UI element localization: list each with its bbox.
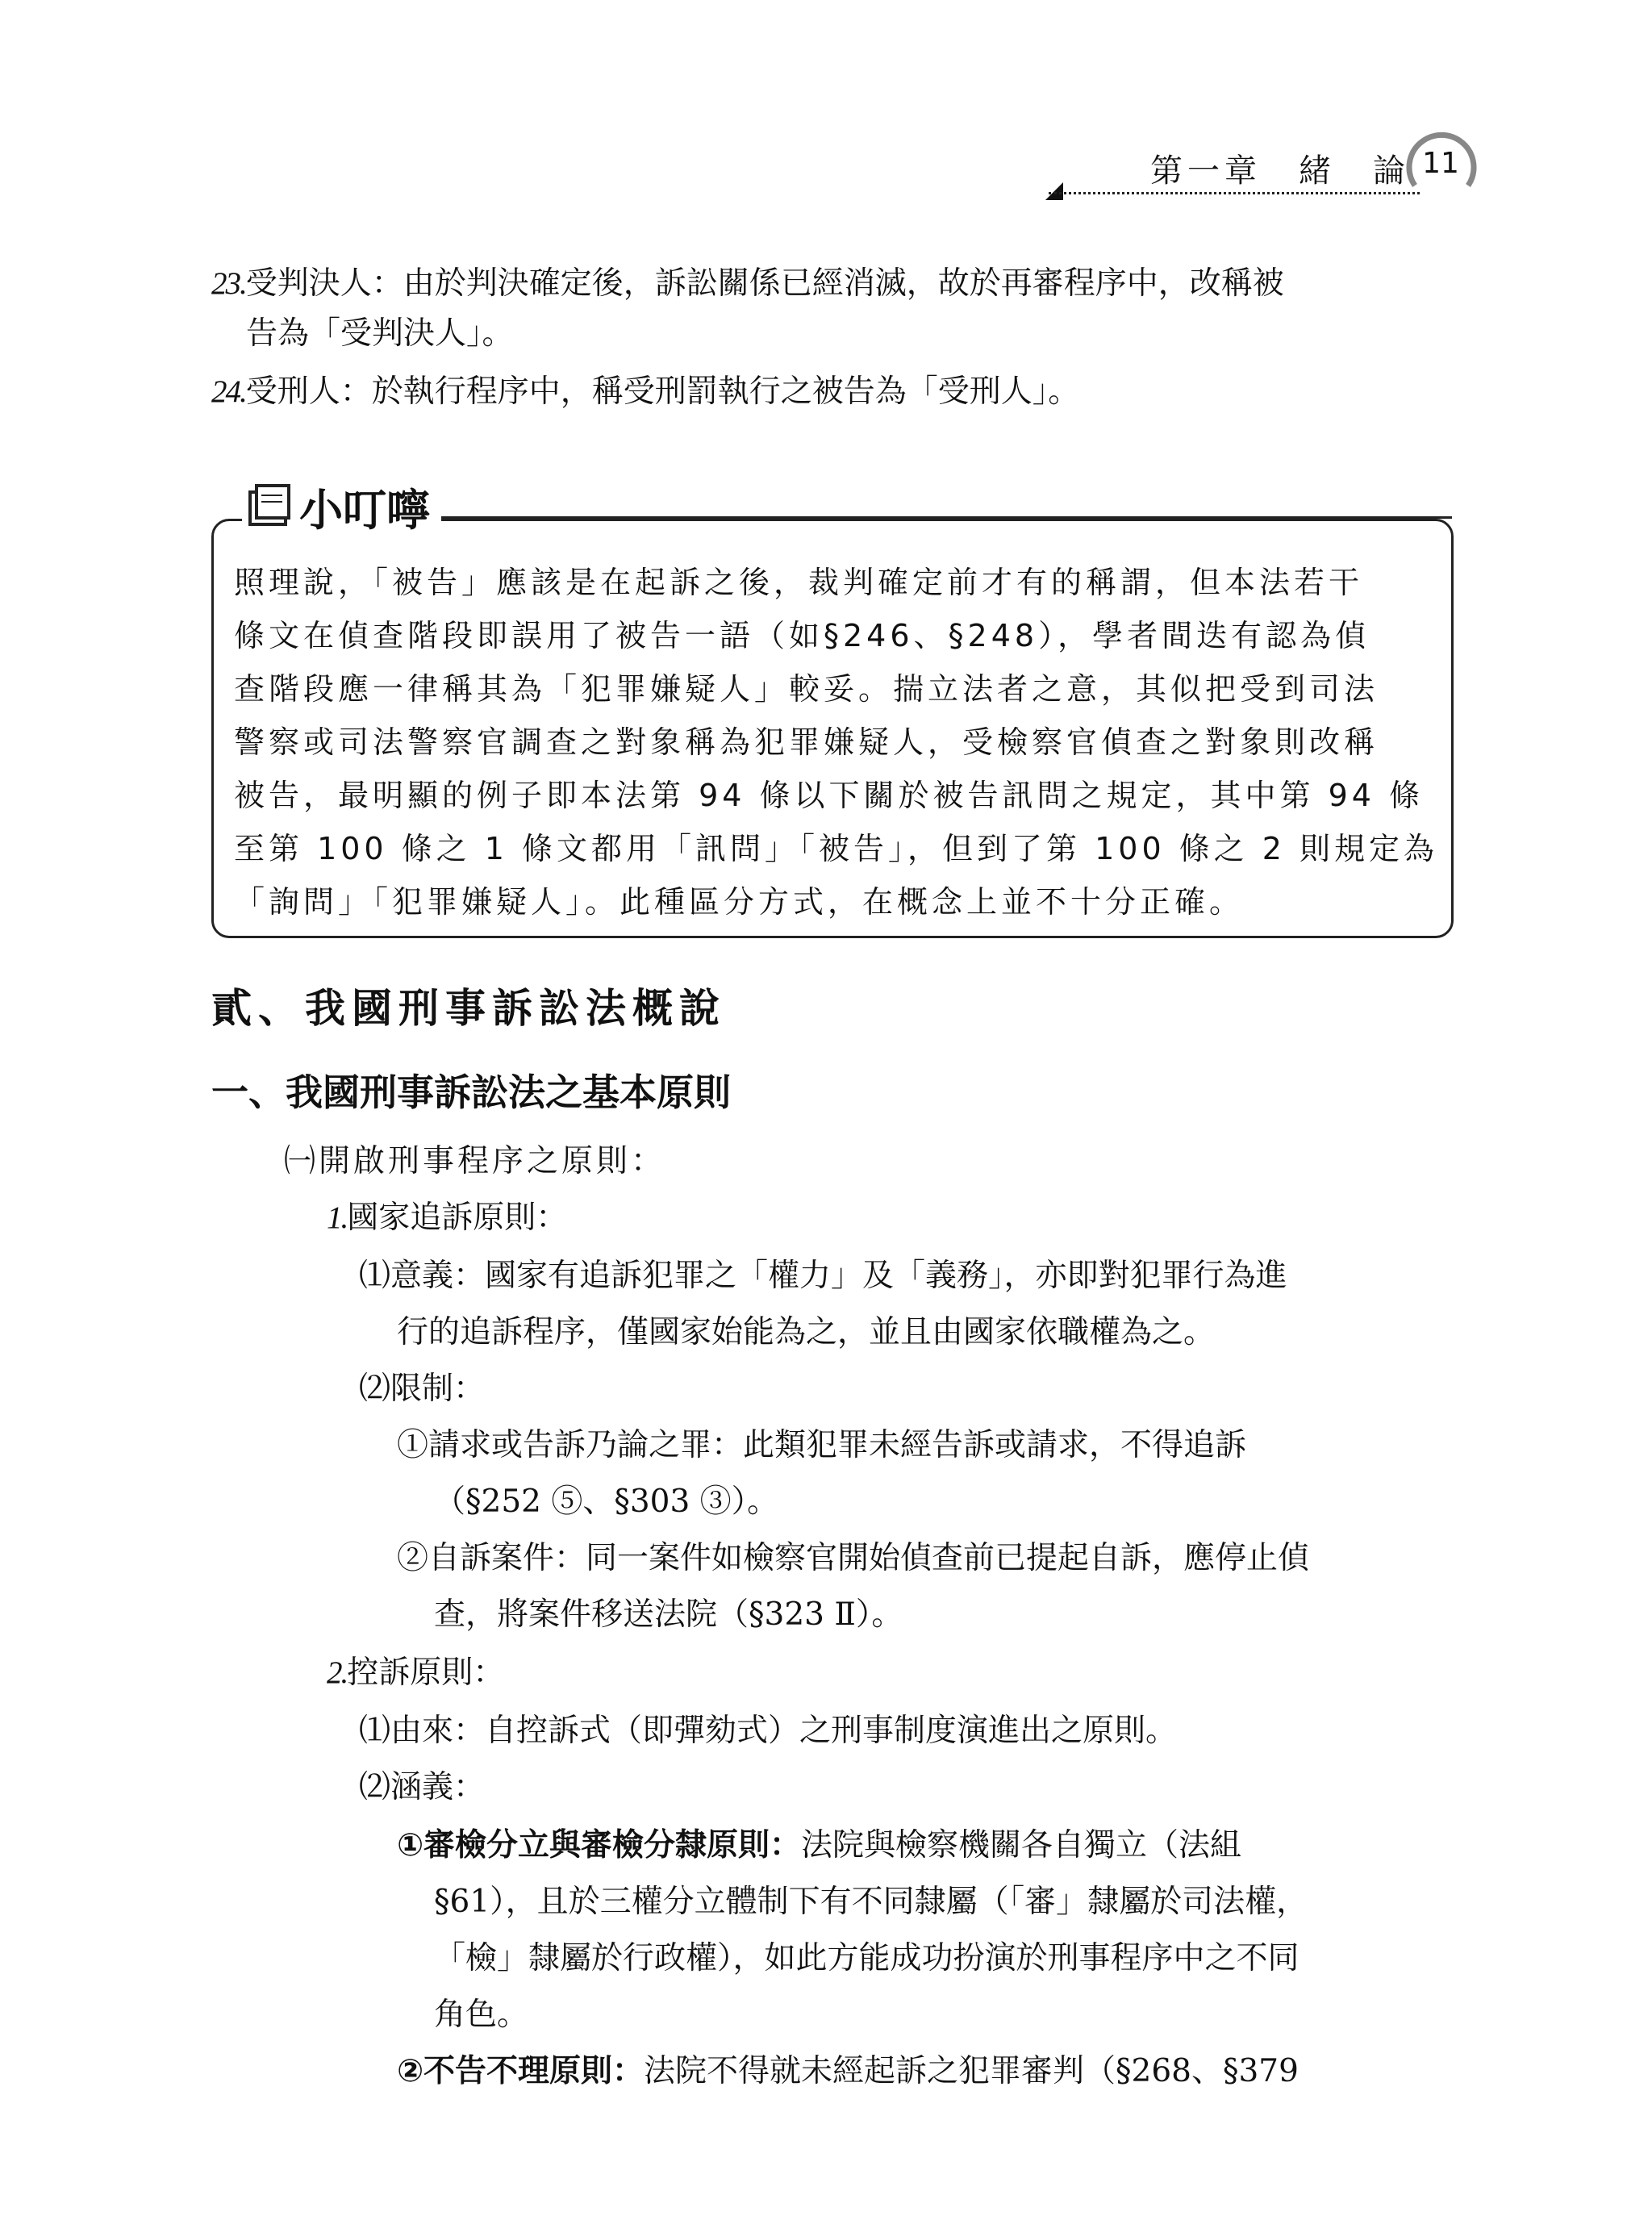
callout-header [242, 476, 441, 540]
callout-line: 查階段應一律稱其為「犯罪嫌疑人」較妥。揣立法者之意，其似把受到司法 [234, 671, 1379, 707]
definition-24 [211, 368, 1079, 416]
header-corner-mark [1045, 182, 1063, 200]
callout-title-rule [436, 516, 1452, 519]
principle-2-meaning: ⑵涵義： [359, 1769, 486, 1805]
principle-title: 國家追訴原則： [347, 1200, 568, 1236]
meaning-2-term: ②不告不理原則： [397, 2053, 645, 2089]
limit-1-continued: （§252 ⑤、§303 ③）。 [434, 1484, 779, 1520]
meaning-1-text: 法院與檢察機關各自獨立（法組 [801, 1827, 1242, 1863]
meaning-1-continued: 角色。 [434, 1997, 529, 2033]
meaning-1 [397, 1822, 1241, 1870]
limit-1: ①請求或告訴乃論之罪：此類犯罪未經告訴或請求，不得追訴 [397, 1427, 1247, 1463]
principle-1-meaning: ⑴意義：國家有追訴犯罪之「權力」及「義務」，亦即對犯罪行為進 [359, 1258, 1287, 1294]
principle-2-origin: ⑴由來：自控訴式（即彈劾式）之刑事制度演進出之原則。 [359, 1713, 1178, 1749]
callout-line: 被告，最明顯的例子即本法第 94 條以下關於被告訊問之規定，其中第 94 條 [234, 778, 1425, 813]
meaning-2-text: 法院不得就未經起訴之犯罪審判（§268、§379 [644, 2053, 1299, 2089]
definition-text: 受判決人：由於判決確定後，訴訟關係已經消滅，故於再審程序中，改稱被 [245, 265, 1284, 302]
principle-2-title [327, 1649, 504, 1697]
definition-number: 24. [211, 374, 246, 409]
limit-2-continued: 查，將案件移送法院（§323 Ⅱ）。 [434, 1596, 903, 1633]
limit-2: ②自訴案件：同一案件如檢察官開始偵查前已提起自訴，應停止偵 [397, 1540, 1310, 1576]
meaning-1-term: ①審檢分立與審檢分隸原則： [397, 1827, 802, 1863]
meaning-1-continued: §61），且於三權分立體制下有不同隸屬（「審」隸屬於司法權， [434, 1884, 1308, 1920]
principle-1-limits: ⑵限制： [359, 1371, 486, 1407]
page-number-badge [1404, 129, 1478, 203]
page-number: 11 [1422, 147, 1459, 180]
callout-line: 警察或司法警察官調查之對象稱為犯罪嫌疑人，受檢察官偵查之對象則改稱 [234, 724, 1379, 760]
principle-number: 2. [327, 1655, 348, 1690]
header-dotted-rule [1049, 192, 1420, 194]
callout-line: 至第 100 條之 1 條文都用「訊問」「被告」，但到了第 100 條之 2 則規定為 [234, 831, 1439, 866]
principle-1-meaning-continued: 行的追訴程序，僅國家始能為之，並且由國家依職權為之。 [397, 1314, 1216, 1350]
subsection-heading: 一、我國刑事訴訟法之基本原則 [211, 1071, 731, 1114]
principle-number: 1. [327, 1200, 348, 1235]
meaning-2 [397, 2047, 1299, 2096]
principle-1-title [327, 1194, 567, 1242]
running-head: 第一章 緒 論 [1150, 152, 1410, 190]
definition-text: 受刑人：於執行程序中，稱受刑罰執行之被告為「受刑人」。 [245, 374, 1080, 410]
definition-23-continued: 告為「受判決人」。 [246, 315, 514, 352]
definition-23 [211, 260, 1284, 308]
meaning-1-continued: 「檢」隸屬於行政權），如此方能成功扮演於刑事程序中之不同 [434, 1940, 1299, 1976]
definition-number: 23. [211, 266, 246, 301]
section-heading: 貳、我國刑事訴訟法概說 [211, 984, 726, 1032]
notebook-icon [245, 482, 295, 532]
callout-title: 小叮嚀 [299, 484, 431, 536]
item-label: ㈠開啟刑事程序之原則： [284, 1143, 666, 1179]
callout-line: 「詢問」「犯罪嫌疑人」。此種區分方式，在概念上並不十分正確。 [234, 884, 1245, 920]
principle-title: 控訴原則： [347, 1655, 505, 1691]
callout-line: 照理說，「被告」應該是在起訴之後，裁判確定前才有的稱謂，但本法若干 [234, 565, 1364, 600]
callout-line: 條文在偵查階段即誤用了被告一語（如§246、§248），學者間迭有認為偵 [234, 618, 1370, 653]
